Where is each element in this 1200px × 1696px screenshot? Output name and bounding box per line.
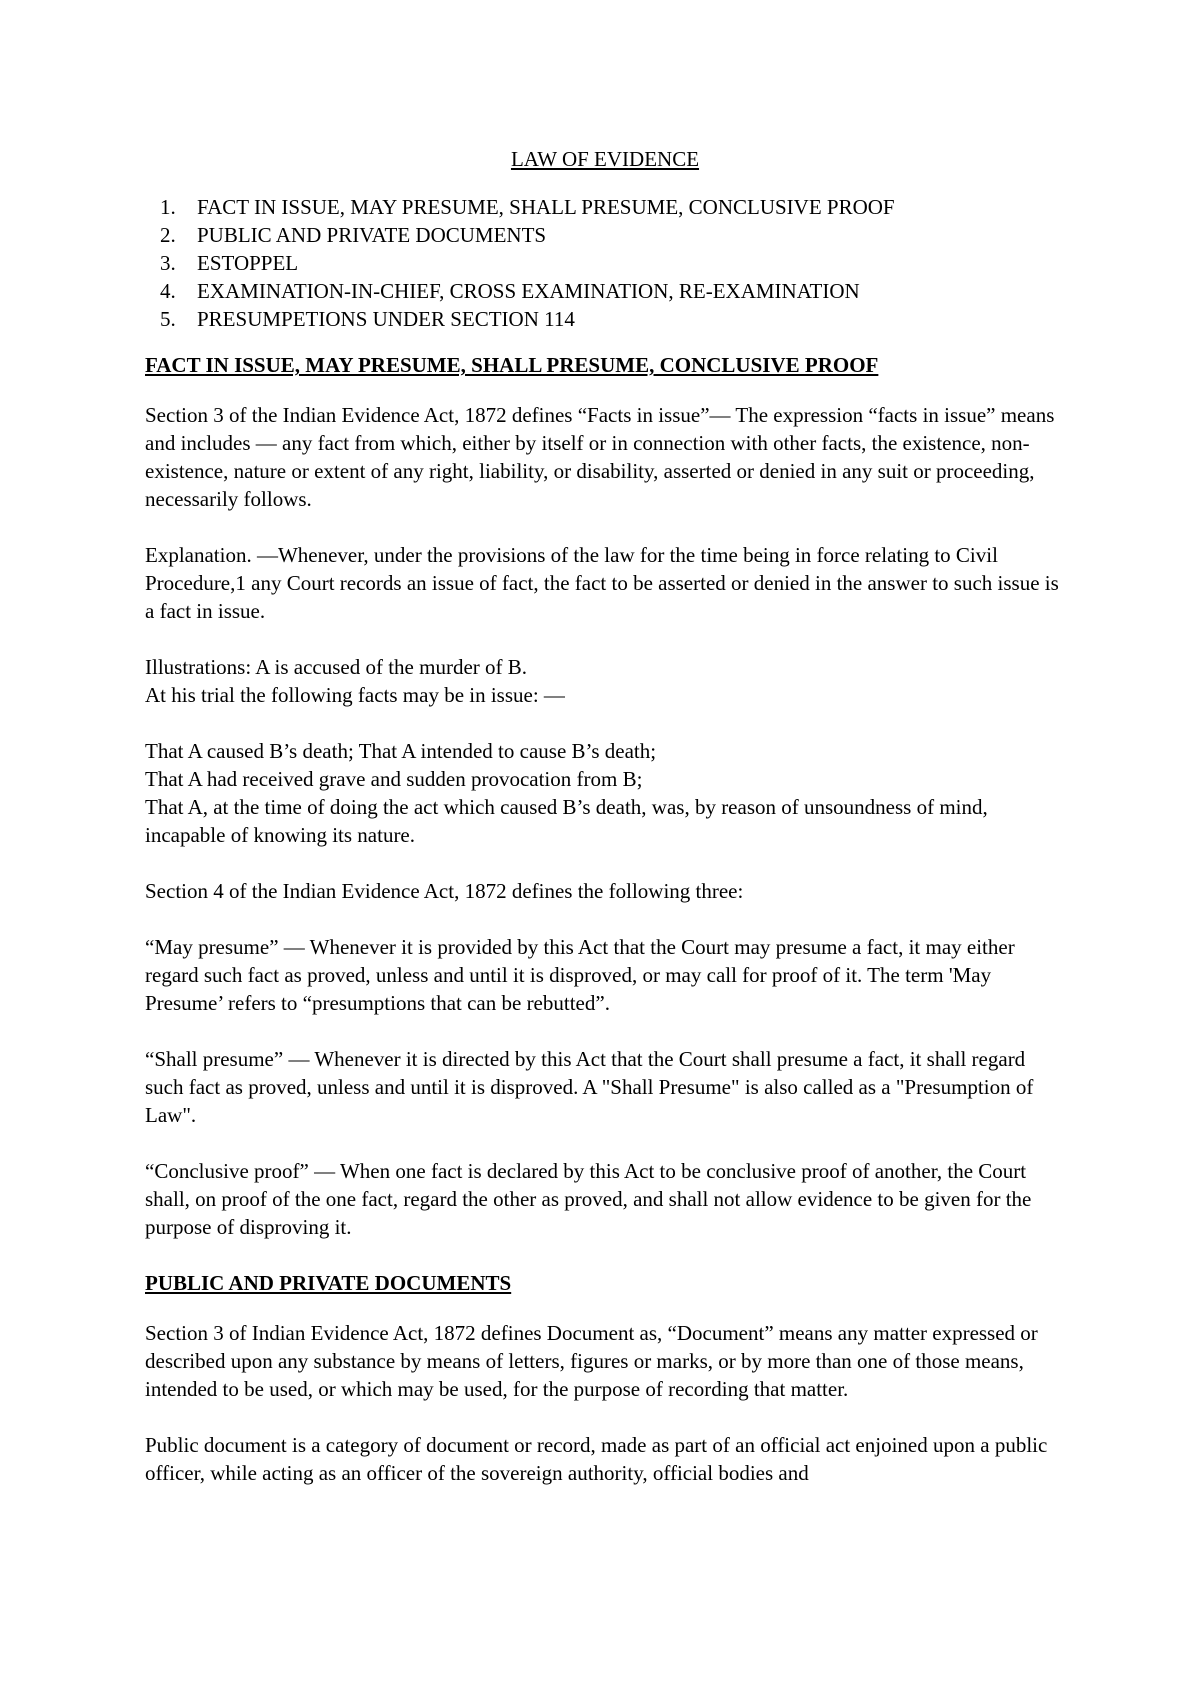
document-title: LAW OF EVIDENCE <box>510 147 700 171</box>
toc-text: EXAMINATION-IN-CHIEF, CROSS EXAMINATION, RE-EXAMINATION <box>197 279 860 303</box>
document-definition: Section 3 of Indian Evidence Act, 1872 defines Document as, “Document” means any matter expressed or described upon any substance by means of letters, figures or marks, or by more than one of those means, intended to be used, or which may be used, for the purpose of recording that matter. <box>145 1321 1038 1401</box>
toc-text: PRESUMPETIONS UNDER SECTION 114 <box>197 307 575 331</box>
section-heading-fact-in-issue: FACT IN ISSUE, MAY PRESUME, SHALL PRESUME, CONCLUSIVE PROOF <box>145 353 879 377</box>
spacer <box>145 709 1065 737</box>
toc-item <box>160 249 1065 277</box>
fact-line: That A had received grave and sudden provocation from B; <box>145 767 643 791</box>
section-4-intro: Section 4 of the Indian Evidence Act, 1872 defines the following three: <box>145 879 744 903</box>
toc-item <box>160 193 1065 221</box>
toc-text: FACT IN ISSUE, MAY PRESUME, SHALL PRESUME, CONCLUSIVE PROOF <box>197 195 895 219</box>
section-heading-documents: PUBLIC AND PRIVATE DOCUMENTS <box>145 1271 512 1295</box>
toc-item <box>160 277 1065 305</box>
toc-text: PUBLIC AND PRIVATE DOCUMENTS <box>197 223 547 247</box>
public-document-paragraph: Public document is a category of document or record, made as part of an official act enjoined upon a public officer, while acting as an officer of the sovereign authority, official bodies and <box>145 1433 1048 1485</box>
toc-number: 4. <box>160 279 176 303</box>
illustration-line: Illustrations: A is accused of the murder of B. <box>145 655 528 679</box>
toc-number: 2. <box>160 223 176 247</box>
toc-number: 1. <box>160 195 176 219</box>
explanation-paragraph: Explanation. —Whenever, under the provisions of the law for the time being in force relating to Civil Procedure,1 any Court records an issue of fact, the fact to be asserted or denied in the answer to such issue is a fact in issue. <box>145 543 1059 623</box>
facts-in-issue-definition: Section 3 of the Indian Evidence Act, 1872 defines “Facts in issue”— The expression “facts in issue” means and includes — any fact from which, either by itself or in connection with other facts, the existence, non-existence, nature or extent of any right, liability, or disability, asserted or denied in any suit or proceeding, necessarily follows. <box>145 403 1055 511</box>
toc-number: 5. <box>160 307 176 331</box>
toc-item <box>160 305 1065 333</box>
toc-item <box>160 221 1065 249</box>
illustration-line: At his trial the following facts may be in issue: — <box>145 683 565 707</box>
toc-number: 3. <box>160 251 176 275</box>
may-presume-definition: “May presume” — Whenever it is provided by this Act that the Court may presume a fact, it may either regard such fact as proved, unless and until it is disproved, or may call for proof of it. The term 'May Presume’ refers to “presumptions that can be rebutted”. <box>145 935 1015 1015</box>
fact-line: That A caused B’s death; That A intended to cause B’s death; <box>145 739 657 763</box>
table-of-contents <box>145 193 1065 333</box>
fact-line: That A, at the time of doing the act which caused B’s death, was, by reason of unsoundness of mind, incapable of knowing its nature. <box>145 795 988 847</box>
conclusive-proof-definition: “Conclusive proof” — When one fact is declared by this Act to be conclusive proof of another, the Court shall, on proof of the one fact, regard the other as proved, and shall not allow evidence to be given for the purpose of disproving it. <box>145 1159 1032 1239</box>
toc-text: ESTOPPEL <box>197 251 299 275</box>
shall-presume-definition: “Shall presume” — Whenever it is directed by this Act that the Court shall presume a fact, it shall regard such fact as proved, unless and until it is disproved. A "Shall Presume" is also called as a "Presumption of Law". <box>145 1047 1034 1127</box>
document-body <box>145 145 1065 1515</box>
